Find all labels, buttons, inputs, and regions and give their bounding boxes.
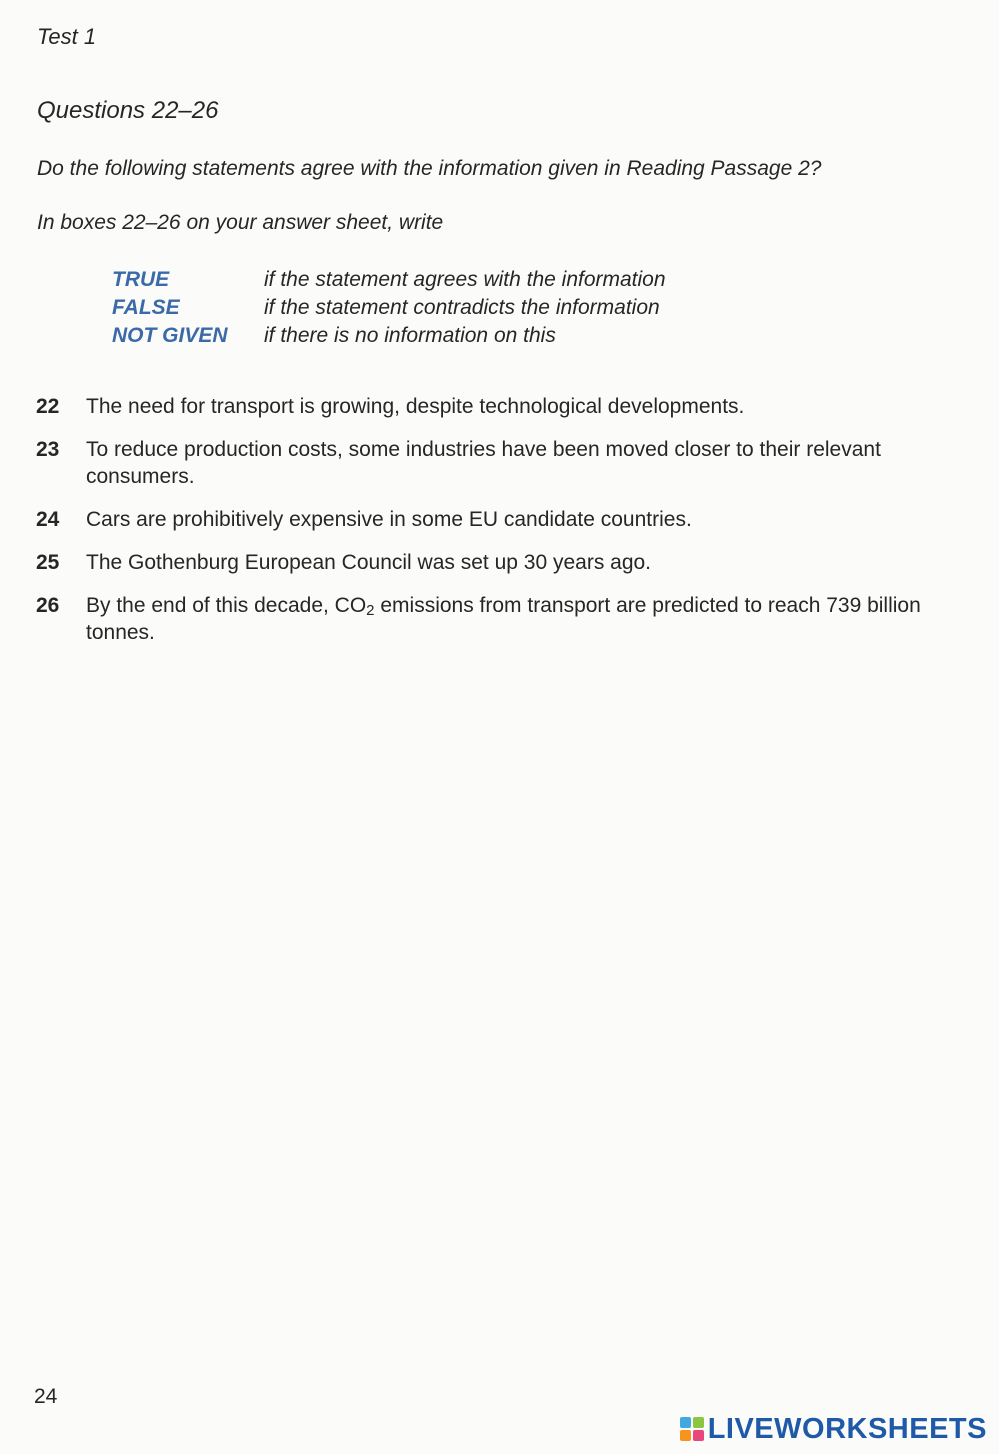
question-number: 26 <box>36 594 60 617</box>
answer-legend <box>112 266 666 350</box>
legend-desc: if the statement agrees with the information <box>264 268 666 291</box>
question-text: To reduce production costs, some industries have been moved closer to their relevant consumers. <box>86 438 881 488</box>
logo-square-1 <box>680 1417 691 1428</box>
question-25 <box>36 549 936 576</box>
question-number: 23 <box>36 438 60 461</box>
logo-square-2 <box>693 1417 704 1428</box>
question-text-after: emissions from transport are predicted to reach 739 billion tonnes. <box>86 594 921 644</box>
co2-subscript: 2 <box>366 602 375 619</box>
liveworksheets-logo[interactable] <box>680 1412 987 1446</box>
liveworksheets-logo-icon <box>680 1417 704 1441</box>
legend-row-not-given <box>112 322 666 350</box>
logo-square-3 <box>680 1430 691 1441</box>
question-number: 24 <box>36 508 60 531</box>
test-label: Test 1 <box>37 24 97 49</box>
question-number: 22 <box>36 395 60 418</box>
question-number: 25 <box>36 551 60 574</box>
question-text <box>86 592 936 646</box>
legend-key: TRUE <box>112 268 170 291</box>
question-23 <box>36 436 936 490</box>
page-number: 24 <box>34 1385 58 1408</box>
question-22 <box>36 393 936 420</box>
question-text: Cars are prohibitively expensive in some EU candidate countries. <box>86 508 692 531</box>
legend-key: FALSE <box>112 296 180 319</box>
legend-key: NOT GIVEN <box>112 324 228 347</box>
legend-desc: if there is no information on this <box>264 324 556 347</box>
legend-row-false <box>112 294 666 322</box>
question-text: The Gothenburg European Council was set up 30 years ago. <box>86 551 652 574</box>
question-list <box>36 393 936 662</box>
question-text: The need for transport is growing, despite technological developments. <box>86 395 745 418</box>
instruction-line-1: Do the following statements agree with the information given in Reading Passage 2? <box>37 157 822 180</box>
question-text-before: By the end of this decade, CO <box>86 594 367 617</box>
instruction-line-2: In boxes 22–26 on your answer sheet, write <box>37 211 444 234</box>
legend-desc: if the statement contradicts the information <box>264 296 660 319</box>
liveworksheets-logo-text: LIVEWORKSHEETS <box>707 1412 987 1445</box>
question-24 <box>36 506 936 533</box>
logo-square-4 <box>693 1430 704 1441</box>
legend-row-true <box>112 266 666 294</box>
question-26 <box>36 592 936 646</box>
questions-heading: Questions 22–26 <box>37 97 219 124</box>
